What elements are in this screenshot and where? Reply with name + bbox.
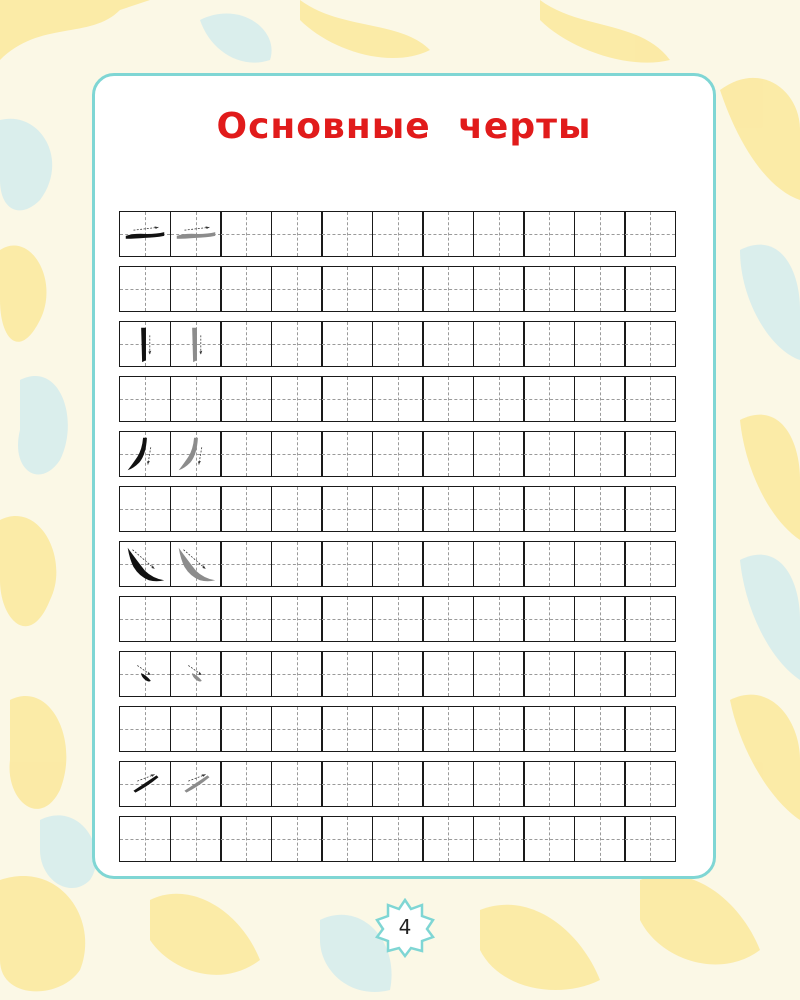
grid-cell[interactable]: [574, 651, 626, 697]
grid-row: [119, 321, 691, 367]
grid-cell[interactable]: [523, 651, 575, 697]
grid-cell[interactable]: [119, 596, 171, 642]
grid-cell[interactable]: [422, 651, 474, 697]
grid-cell[interactable]: [624, 431, 676, 477]
grid-row: [119, 596, 691, 642]
grid-cell[interactable]: [523, 266, 575, 312]
grid-cell[interactable]: [271, 321, 323, 367]
grid-cell[interactable]: [321, 211, 373, 257]
grid-cell[interactable]: [473, 541, 525, 587]
grid-cell[interactable]: [271, 431, 323, 477]
grid-cell[interactable]: [422, 596, 474, 642]
grid-cell[interactable]: [321, 376, 373, 422]
grid-cell[interactable]: [624, 651, 676, 697]
grid-row: [119, 761, 691, 807]
grid-cell[interactable]: [119, 211, 171, 257]
grid-cell[interactable]: [119, 706, 171, 752]
grid-cell[interactable]: [473, 376, 525, 422]
grid-cell[interactable]: [220, 211, 272, 257]
grid-cell[interactable]: [220, 706, 272, 752]
grid-cell[interactable]: [422, 266, 474, 312]
grid-cell[interactable]: [170, 211, 222, 257]
grid-cell[interactable]: [473, 761, 525, 807]
grid-cell[interactable]: [523, 431, 575, 477]
grid-cell[interactable]: [170, 266, 222, 312]
grid-cell[interactable]: [220, 376, 272, 422]
grid-cell[interactable]: [119, 486, 171, 532]
grid-cell[interactable]: [422, 211, 474, 257]
grid-cell[interactable]: [574, 596, 626, 642]
grid-cell[interactable]: [119, 321, 171, 367]
grid-cell[interactable]: [170, 431, 222, 477]
grid-cell[interactable]: [574, 266, 626, 312]
grid-cell[interactable]: [473, 816, 525, 862]
grid-cell[interactable]: [473, 266, 525, 312]
grid-cell[interactable]: [372, 651, 424, 697]
grid-cell[interactable]: [523, 761, 575, 807]
grid-cell[interactable]: [271, 761, 323, 807]
grid-cell[interactable]: [271, 211, 323, 257]
grid-cell[interactable]: [170, 706, 222, 752]
grid-cell[interactable]: [574, 211, 626, 257]
grid-cell[interactable]: [170, 321, 222, 367]
grid-cell[interactable]: [624, 321, 676, 367]
grid-cell[interactable]: [422, 431, 474, 477]
grid-cell[interactable]: [271, 651, 323, 697]
grid-row: [119, 486, 691, 532]
grid-cell[interactable]: [473, 211, 525, 257]
grid-row: [119, 266, 691, 312]
grid-cell[interactable]: [372, 376, 424, 422]
grid-row: [119, 431, 691, 477]
grid-cell[interactable]: [574, 486, 626, 532]
grid-cell[interactable]: [523, 486, 575, 532]
grid-cell[interactable]: [321, 321, 373, 367]
grid-cell[interactable]: [372, 706, 424, 752]
grid-cell[interactable]: [119, 541, 171, 587]
grid-cell[interactable]: [422, 706, 474, 752]
grid-cell[interactable]: [523, 816, 575, 862]
page-number-badge: [374, 898, 436, 958]
grid-cell[interactable]: [271, 266, 323, 312]
grid-cell[interactable]: [473, 596, 525, 642]
grid-cell[interactable]: [624, 761, 676, 807]
grid-cell[interactable]: [624, 266, 676, 312]
grid-cell[interactable]: [321, 596, 373, 642]
grid-cell[interactable]: [422, 816, 474, 862]
grid-row: [119, 816, 691, 862]
grid-cell[interactable]: [473, 321, 525, 367]
grid-cell[interactable]: [321, 486, 373, 532]
grid-cell[interactable]: [170, 651, 222, 697]
page-number: 4: [398, 915, 412, 939]
grid-cell[interactable]: [422, 486, 474, 532]
grid-cell[interactable]: [372, 211, 424, 257]
grid-cell[interactable]: [574, 761, 626, 807]
grid-cell[interactable]: [624, 596, 676, 642]
grid-cell[interactable]: [422, 541, 474, 587]
grid-cell[interactable]: [574, 376, 626, 422]
grid-cell[interactable]: [372, 541, 424, 587]
grid-row: [119, 651, 691, 697]
grid-cell[interactable]: [372, 431, 424, 477]
grid-cell[interactable]: [271, 486, 323, 532]
grid-cell[interactable]: [321, 816, 373, 862]
grid-cell[interactable]: [119, 761, 171, 807]
page-title: Основные черты: [216, 106, 592, 147]
grid-cell[interactable]: [523, 541, 575, 587]
grid-cell[interactable]: [523, 706, 575, 752]
grid-cell[interactable]: [574, 431, 626, 477]
grid-cell[interactable]: [523, 321, 575, 367]
grid-cell[interactable]: [372, 486, 424, 532]
grid-cell[interactable]: [574, 816, 626, 862]
grid-cell[interactable]: [624, 376, 676, 422]
grid-cell[interactable]: [372, 596, 424, 642]
grid-row: [119, 706, 691, 752]
grid-cell[interactable]: [220, 816, 272, 862]
grid-cell[interactable]: [271, 706, 323, 752]
grid-cell[interactable]: [119, 431, 171, 477]
grid-cell[interactable]: [321, 706, 373, 752]
grid-cell[interactable]: [119, 266, 171, 312]
grid-cell[interactable]: [271, 816, 323, 862]
grid-cell[interactable]: [422, 321, 474, 367]
grid-cell[interactable]: [422, 376, 474, 422]
grid-row: [119, 541, 691, 587]
grid-cell[interactable]: [170, 376, 222, 422]
grid-cell[interactable]: [624, 816, 676, 862]
grid-cell[interactable]: [574, 706, 626, 752]
grid-cell[interactable]: [523, 211, 575, 257]
grid-cell[interactable]: [170, 761, 222, 807]
grid-cell[interactable]: [422, 761, 474, 807]
grid-row: [119, 376, 691, 422]
grid-cell[interactable]: [220, 541, 272, 587]
grid-cell[interactable]: [523, 596, 575, 642]
grid-cell[interactable]: [271, 541, 323, 587]
grid-cell[interactable]: [372, 321, 424, 367]
grid-cell[interactable]: [321, 541, 373, 587]
grid-cell[interactable]: [119, 376, 171, 422]
grid-cell[interactable]: [523, 376, 575, 422]
grid-cell[interactable]: [624, 486, 676, 532]
grid-cell[interactable]: [372, 266, 424, 312]
grid-cell[interactable]: [574, 321, 626, 367]
grid-cell[interactable]: [372, 816, 424, 862]
grid-cell[interactable]: [220, 321, 272, 367]
grid-cell[interactable]: [220, 596, 272, 642]
grid-cell[interactable]: [220, 266, 272, 312]
grid-cell[interactable]: [473, 651, 525, 697]
grid-cell[interactable]: [624, 706, 676, 752]
grid-cell[interactable]: [321, 761, 373, 807]
grid-cell[interactable]: [170, 816, 222, 862]
grid-cell[interactable]: [271, 596, 323, 642]
grid-cell[interactable]: [624, 211, 676, 257]
grid-cell[interactable]: [220, 761, 272, 807]
grid-cell[interactable]: [119, 651, 171, 697]
grid-row: [119, 211, 691, 257]
grid-cell[interactable]: [170, 596, 222, 642]
grid-cell[interactable]: [473, 486, 525, 532]
grid-cell[interactable]: [574, 541, 626, 587]
grid-cell[interactable]: [271, 376, 323, 422]
grid-cell[interactable]: [321, 651, 373, 697]
grid-cell[interactable]: [321, 266, 373, 312]
grid-cell[interactable]: [220, 651, 272, 697]
grid-cell[interactable]: [473, 706, 525, 752]
grid-cell[interactable]: [220, 431, 272, 477]
grid-cell[interactable]: [473, 431, 525, 477]
grid-cell[interactable]: [624, 541, 676, 587]
grid-cell[interactable]: [119, 816, 171, 862]
grid-cell[interactable]: [321, 431, 373, 477]
grid-cell[interactable]: [220, 486, 272, 532]
grid-cell[interactable]: [170, 541, 222, 587]
grid-cell[interactable]: [170, 486, 222, 532]
grid-cell[interactable]: [372, 761, 424, 807]
